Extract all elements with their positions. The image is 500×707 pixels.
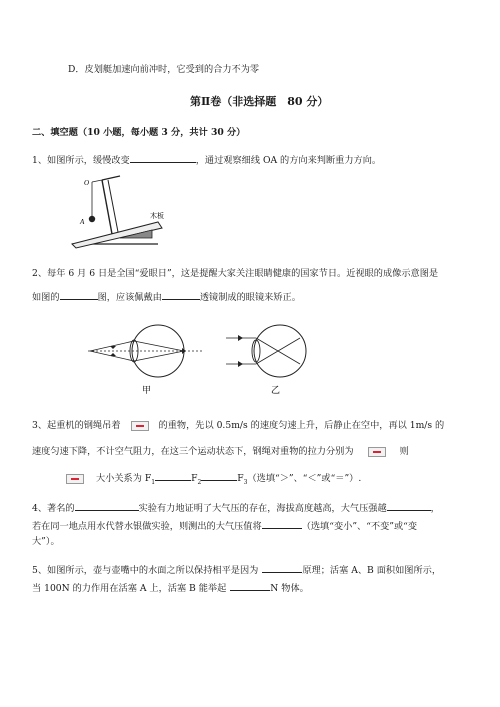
question-4-line-2 bbox=[32, 518, 417, 533]
q3-text-f: （选填“＞”、“＜”或“＝”）. bbox=[247, 473, 362, 484]
q1-text-after: ，通过观察细线 OA 的方向来判断重力方向。 bbox=[195, 155, 382, 166]
eye-yi-diagram bbox=[226, 325, 306, 377]
q1-fig-label-board: 木板 bbox=[150, 212, 164, 220]
label-jia: 甲 bbox=[142, 386, 152, 396]
figure-eye-diagrams bbox=[86, 318, 326, 400]
q4-blank-experiment[interactable] bbox=[75, 500, 139, 511]
q1-answer-blank[interactable] bbox=[130, 152, 196, 163]
question-5-line-1 bbox=[32, 562, 441, 577]
q1-fig-label-o: O bbox=[84, 179, 90, 187]
q3-text-b: 的重物，先以 0.5m/s 的速度匀速上升，后静止在空中，再以 1m/s 的 bbox=[158, 420, 445, 431]
q3-f3: F bbox=[237, 473, 244, 484]
q5-blank-principle[interactable] bbox=[262, 562, 302, 573]
question-2-line-1: 2、每年 6 月 6 日是全国“爱眼日”，这是提醒大家关注眼睛健康的国家节日。近视眼的成像示意图是 bbox=[32, 268, 439, 279]
q5-blank-force[interactable] bbox=[230, 580, 270, 591]
q3-text-c: 速度匀速下降，不计空气阻力，在这三个运动状态下，钢绳对重物的拉力分别为 bbox=[32, 446, 354, 457]
part-title: 第Ⅱ卷（非选择题 80 分） bbox=[190, 95, 329, 108]
q5-text-d: N 物体。 bbox=[270, 583, 309, 594]
q3-f2: F bbox=[191, 473, 198, 484]
figure-plumb-board bbox=[70, 172, 170, 250]
question-1 bbox=[32, 152, 381, 167]
question-3-line-3 bbox=[66, 470, 361, 489]
question-5-line-2 bbox=[32, 580, 309, 595]
forces-image-icon bbox=[368, 447, 386, 457]
question-3-line-2 bbox=[32, 446, 409, 458]
q3-sub-3: 3 bbox=[243, 478, 248, 486]
question-2-line-2 bbox=[32, 289, 301, 304]
question-4-line-3: 大”）。 bbox=[32, 536, 60, 547]
q2-text-c: 透镜制成的眼镜来矫正。 bbox=[199, 292, 301, 303]
eye-jia-diagram bbox=[88, 325, 202, 377]
q4-text-c: ， bbox=[430, 503, 440, 514]
q1-fig-label-a: A bbox=[80, 218, 85, 226]
label-yi: 乙 bbox=[271, 386, 281, 396]
q3-text-d: 则 bbox=[399, 446, 409, 457]
q4-text-d: 若在同一地点用水代替水银做实验，则测出的大气压值将 bbox=[32, 521, 262, 532]
option-d-text: D．皮划艇加速向前冲时，它受到的合力不为零 bbox=[68, 64, 260, 75]
q2-text-b: 图，应该佩戴由 bbox=[97, 292, 162, 303]
q2-blank-figure[interactable] bbox=[60, 289, 98, 300]
q2-blank-lens[interactable] bbox=[162, 289, 200, 300]
q5-text-a: 5、如图所示，壶与壶嘴中的水面之所以保持相平是因为 bbox=[32, 565, 259, 576]
q1-text-before: 1、如图所示，缓慢改变 bbox=[32, 155, 130, 166]
q3-sub-2: 2 bbox=[197, 478, 202, 486]
q4-text-b: 实验有力地证明了大气压的存在，海拔高度越高，大气压强越 bbox=[138, 503, 387, 514]
q4-blank-pressure[interactable] bbox=[387, 500, 431, 511]
mass-image-icon bbox=[131, 421, 149, 431]
q4-blank-value[interactable] bbox=[262, 518, 302, 529]
q3-sub-1: 1 bbox=[151, 478, 156, 486]
q3-blank-2[interactable] bbox=[201, 470, 237, 481]
q5-text-b: 原理；活塞 A、B 面积如图所示， bbox=[302, 565, 442, 576]
q3-text-e: 大小关系为 F bbox=[96, 473, 152, 484]
q2-text-a: 如图的 bbox=[32, 292, 60, 303]
q5-text-c: 当 100N 的力作用在活塞 A 上，活塞 B 能举起 bbox=[32, 583, 227, 594]
question-4-line-1 bbox=[32, 500, 440, 515]
question-3-line-1 bbox=[32, 420, 444, 432]
q4-text-a: 4、著名的 bbox=[32, 503, 75, 514]
q3-text-a: 3、起重机的钢绳吊着 bbox=[32, 420, 121, 431]
q4-text-e: （选填“变小”、“不变”或“变 bbox=[301, 521, 418, 532]
relation-image-icon bbox=[66, 474, 84, 484]
q3-blank-1[interactable] bbox=[155, 470, 191, 481]
section-heading: 二、填空题（10 小题，每小题 3 分，共计 30 分） bbox=[32, 127, 246, 138]
